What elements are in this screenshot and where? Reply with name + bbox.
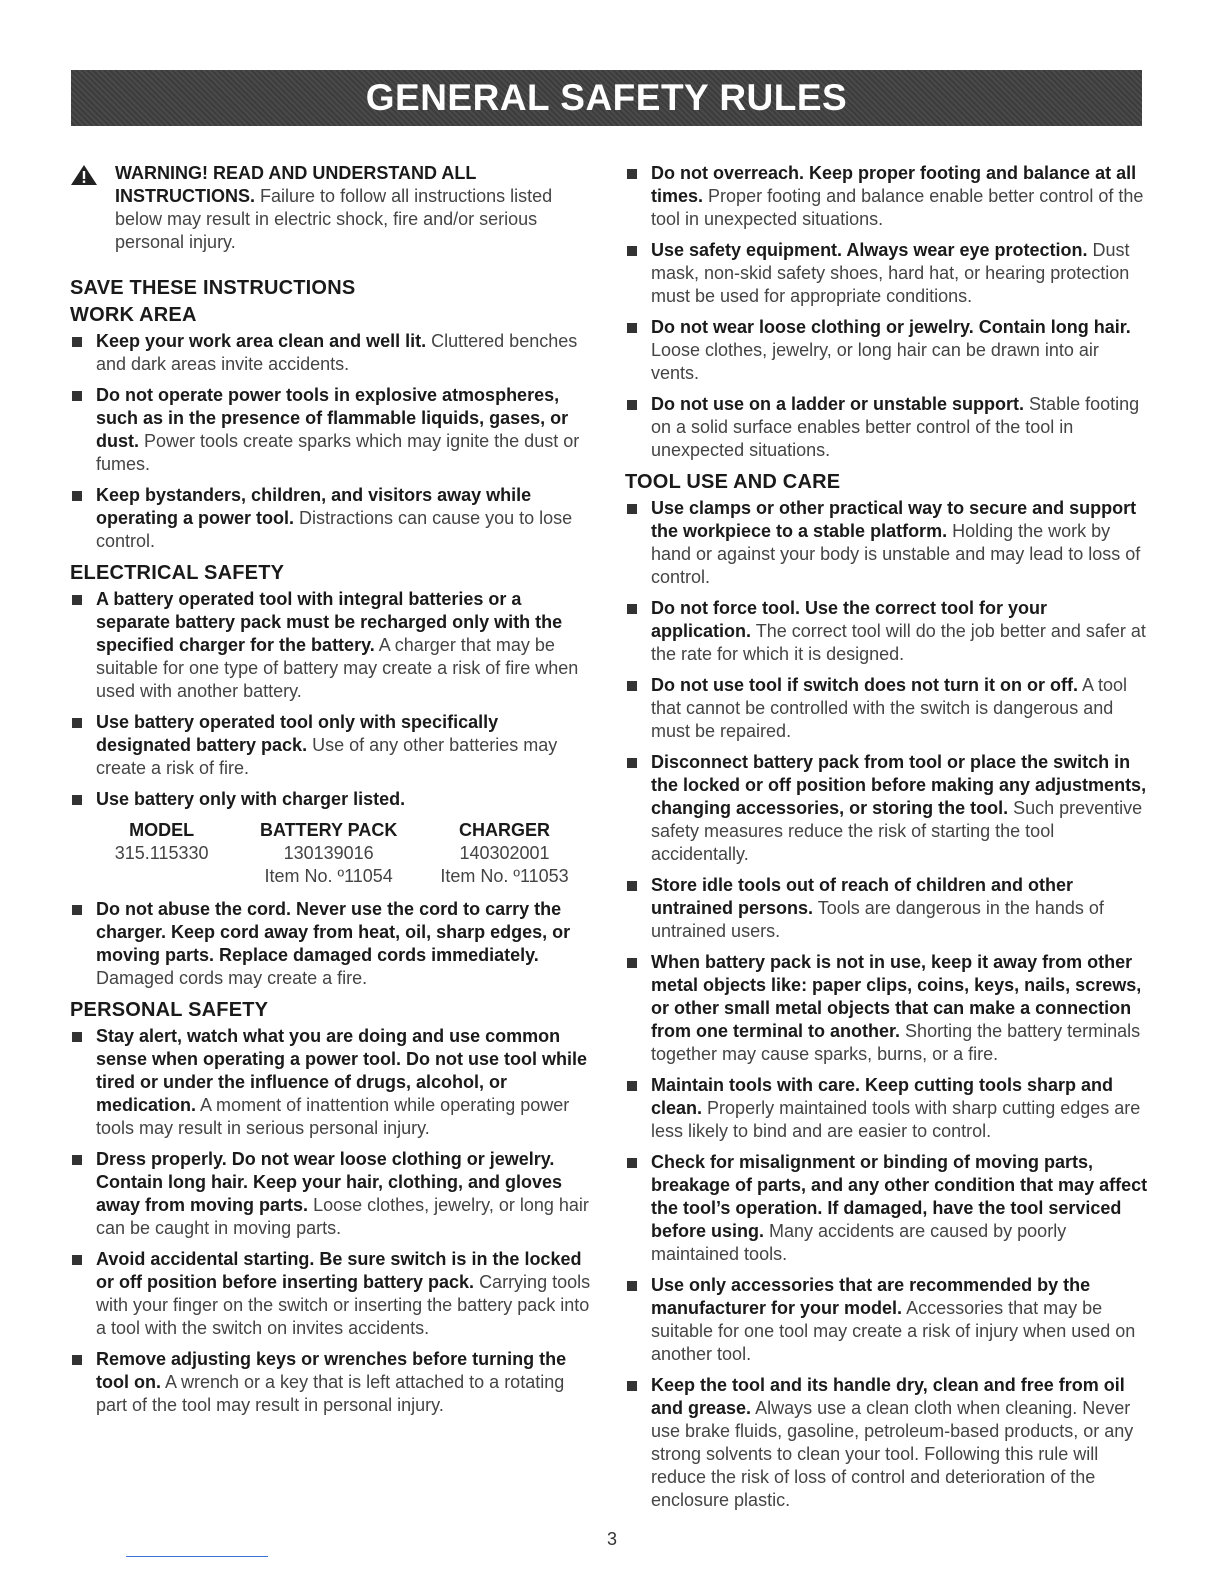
bullet-icon [627,604,637,614]
table-cell: 130139016 [283,843,374,863]
list-item [625,1151,1150,1266]
item-bold: Maintain tools with care. Keep cutting tools sharp and clean. [651,1075,1114,1118]
item-text: The correct tool will do the job better and safer at the rate for which it is designed. [651,621,1146,664]
list-item [70,898,595,990]
list-item [70,384,595,476]
table-cell: 140302001 [459,843,550,863]
item-text: Always use a clean cloth when cleaning. Never use brake fluids, gasoline, petroleum-based products, or any strong solvents to clean your tool. Following this rule will reduce the risk of loss of control and deterioration of the enclosure plastic. [651,1398,1134,1510]
item-text: Carrying tools with your finger on the switch or inserting the battery pack into a tool with the switch on invites accidents. [96,1272,591,1338]
item-bold: Do not force tool. Use the correct tool for your application. [651,598,1048,641]
item-bold: Use clamps or other practical way to secure and support the workpiece to a stable platform. [651,498,1137,541]
warning-bold: WARNING! READ AND UNDERSTAND ALL INSTRUCTIONS. [115,163,476,206]
list-item [625,1274,1150,1366]
bullet-icon [627,400,637,410]
bullet-icon [72,391,82,401]
col-charger: CHARGER [459,820,551,840]
bullet-icon [627,1381,637,1391]
table-cell: Item No. º11053 [440,866,569,886]
item-bold: Store idle tools out of reach of children and other untrained persons. [651,875,1074,918]
table-row [94,865,595,888]
col-model: MODEL [129,820,195,840]
item-bold: When battery pack is not in use, keep it away from other metal objects like: paper clips, coins, keys, nails, screws, or other small metal objects that can make a connection from one terminal to another. [651,952,1142,1041]
list-item [625,674,1150,743]
table-header-row [94,819,595,842]
item-bold: Do not wear loose clothing or jewelry. Contain long hair. [651,317,1131,337]
bullet-icon [72,905,82,915]
item-text: Loose clothes, jewelry, or long hair can be caught in moving parts. [96,1195,589,1238]
list-item [625,393,1150,462]
item-bold: Do not operate power tools in explosive atmospheres, such as in the presence of flammable liquids, gases, or dust. [96,385,569,451]
list-item [625,497,1150,589]
item-bold: Check for misalignment or binding of moving parts, breakage of parts, and any other condition that may affect the tool’s operation. If damaged, have the tool serviced before using. [651,1152,1148,1241]
personal-list [70,1025,595,1417]
tool-use-heading: TOOL USE AND CARE [625,471,841,493]
personal-list-continued [625,162,1150,462]
bullet-icon [72,718,82,728]
list-item [625,597,1150,666]
item-text: A charger that may be suitable for one type of battery may create a risk of fire when used with another battery. [96,635,579,701]
left-column [70,162,595,1425]
list-item [625,751,1150,866]
item-text: Tools are dangerous in the hands of untrained users. [651,898,1104,941]
item-text: Power tools create sparks which may ignite the dust or fumes. [96,431,580,474]
col-battery-pack: BATTERY PACK [259,820,398,840]
list-item [70,1025,595,1140]
item-bold: Do not use on a ladder or unstable support. [651,394,1025,414]
item-bold: A battery operated tool with integral batteries or a separate battery pack must be recharged only with the specified charger for the battery. [96,589,563,655]
item-text: A moment of inattention while operating power tools may result in serious personal injury. [96,1095,570,1138]
bullet-icon [72,491,82,501]
item-text: Stable footing on a solid surface enables better control of the tool in unexpected situations. [651,394,1140,460]
item-bold: Keep the tool and its handle dry, clean and free from oil and grease. [651,1375,1125,1418]
list-item [625,1374,1150,1512]
table-cell [94,865,243,888]
tool-use-list [625,497,1150,1512]
item-text: Holding the work by hand or against your body is unstable and may lead to loss of control. [651,521,1141,587]
bullet-icon [627,881,637,891]
warning-text: Failure to follow all instructions listed below may result in electric shock, fire and/or serious personal injury. [115,186,553,252]
cord-list [70,898,595,990]
item-bold: Do not use tool if switch does not turn it on or off. [651,675,1078,695]
item-bold: Keep bystanders, children, and visitors away while operating a power tool. [96,485,532,528]
warning-icon [70,164,98,186]
item-text: Many accidents are caused by poorly maintained tools. [651,1221,1067,1264]
item-bold: Do not overreach. Keep proper footing and balance at all times. [651,163,1137,206]
title-banner [71,70,1142,126]
personal-safety-heading: PERSONAL SAFETY [70,999,269,1021]
bullet-icon [627,246,637,256]
item-text: Loose clothes, jewelry, or long hair can be drawn into air vents. [651,340,1099,383]
list-item [70,330,595,376]
table-cell: Item No. º11054 [264,866,393,886]
item-text: Damaged cords may create a fire. [96,968,368,988]
page-title: GENERAL SAFETY RULES [365,77,848,118]
item-bold: Remove adjusting keys or wrenches before turning the tool on. [96,1349,567,1392]
item-bold: Disconnect battery pack from tool or place the switch in the locked or off position before making any adjustments, changing accessories, or storing the tool. [651,752,1147,818]
warning-block [70,162,595,254]
electrical-list [70,588,595,811]
item-bold: Use battery operated tool only with specifically designated battery pack. [96,712,499,755]
right-column [625,162,1150,1520]
item-bold: Keep your work area clean and well lit. [96,331,427,351]
item-text: A wrench or a key that is left attached to a rotating part of the tool may result in personal injury. [96,1372,565,1415]
bullet-icon [72,795,82,805]
item-bold: Avoid accidental starting. Be sure switch is in the locked or off position before inserting battery pack. [96,1249,582,1292]
list-item [70,484,595,553]
list-item [70,1248,595,1340]
save-instructions-heading: SAVE THESE INSTRUCTIONS [70,277,356,299]
list-item [70,788,595,811]
item-bold: Use only accessories that are recommended by the manufacturer for your model. [651,1275,1091,1318]
item-bold: Stay alert, watch what you are doing and use common sense when operating a power tool. Do not use tool while tired or under the influence of drugs, alcohol, or medication. [96,1026,588,1115]
item-text: Proper footing and balance enable better control of the tool in unexpected situations. [651,186,1144,229]
bullet-icon [72,1032,82,1042]
item-text: Shorting the battery terminals together may cause sparks, burns, or a fire. [651,1021,1141,1064]
bullet-icon [627,323,637,333]
item-text: Cluttered benches and dark areas invite accidents. [96,331,578,374]
list-item [625,951,1150,1066]
page-number: 3 [606,1529,617,1549]
table-row [94,842,595,865]
bullet-icon [72,1155,82,1165]
item-bold: Use battery only with charger listed. [96,789,406,809]
list-item [625,1074,1150,1143]
item-text: Properly maintained tools with sharp cutting edges are less likely to bind and are easier to control. [651,1098,1141,1141]
electrical-safety-heading: ELECTRICAL SAFETY [70,562,285,584]
list-item [70,588,595,703]
item-bold: Dress properly. Do not wear loose clothing or jewelry. Contain long hair. Keep your hair, clothing, and gloves away from moving parts. [96,1149,563,1215]
work-area-heading: WORK AREA [70,304,197,326]
bullet-icon [627,758,637,768]
item-text: Distractions can cause you to lose control. [96,508,573,551]
item-text: A tool that cannot be controlled with the switch is dangerous and must be repaired. [651,675,1128,741]
work-area-list [70,330,595,553]
item-bold: Do not abuse the cord. Never use the cord to carry the charger. Keep cord away from heat, oil, sharp edges, or moving parts. Replace damaged cords immediately. [96,899,571,965]
bullet-icon [627,958,637,968]
bullet-icon [627,681,637,691]
bullet-icon [72,337,82,347]
bullet-icon [627,504,637,514]
list-item [70,711,595,780]
battery-charger-table [94,819,595,888]
bullet-icon [627,169,637,179]
table-cell: 315.115330 [114,843,209,863]
list-item [70,1148,595,1240]
item-text: Dust mask, non-skid safety shoes, hard hat, or hearing protection must be used for appropriate conditions. [651,240,1130,306]
item-text: Use of any other batteries may create a risk of fire. [96,735,558,778]
item-text: Such preventive safety measures reduce the risk of starting the tool accidentally. [651,798,1143,864]
bullet-icon [627,1281,637,1291]
list-item [625,316,1150,385]
bullet-icon [72,1355,82,1365]
bullet-icon [627,1158,637,1168]
item-text: Accessories that may be suitable for one tool may create a risk of injury when used on another tool. [651,1298,1136,1364]
bullet-icon [72,1255,82,1265]
list-item [625,162,1150,231]
list-item [625,239,1150,308]
item-bold: Use safety equipment. Always wear eye protection. [651,240,1088,260]
footer-rule [126,1556,268,1557]
bullet-icon [627,1081,637,1091]
list-item [625,874,1150,943]
list-item [70,1348,595,1417]
bullet-icon [72,595,82,605]
